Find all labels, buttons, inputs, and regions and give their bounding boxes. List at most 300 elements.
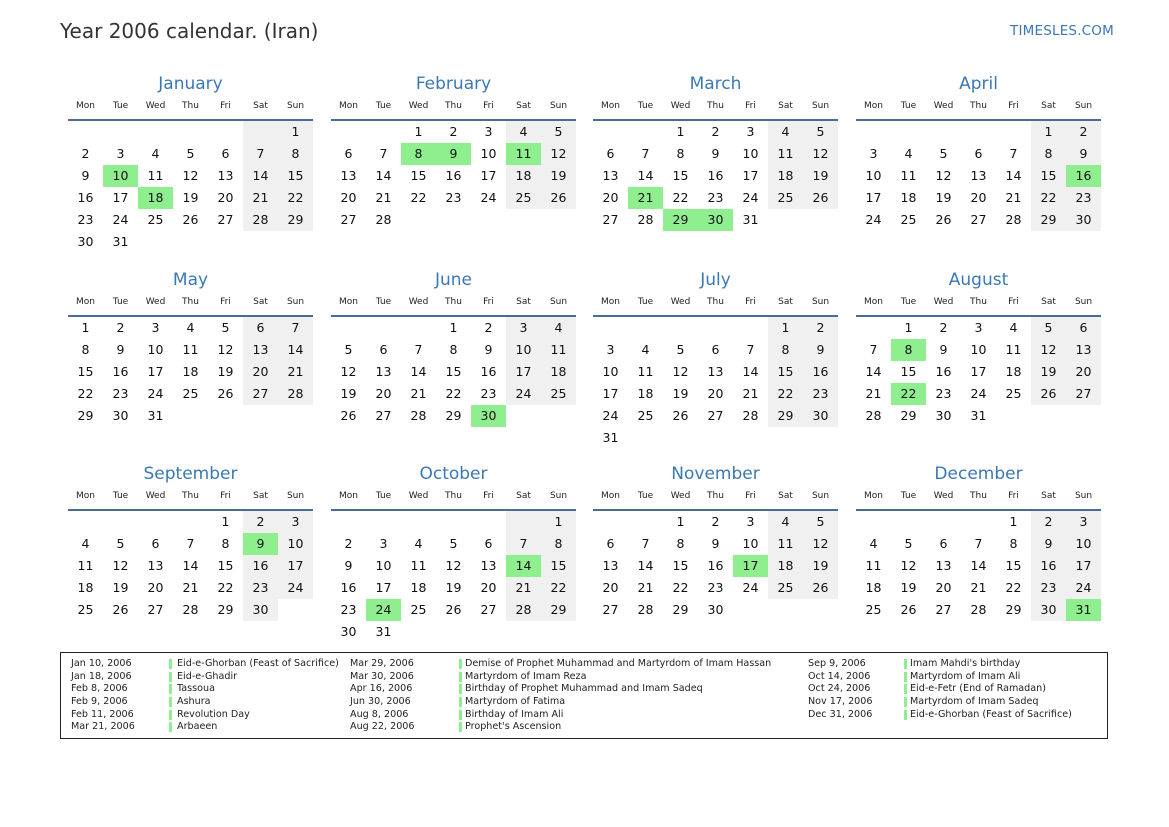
holiday-marker [904,659,907,669]
holiday-date: Apr 16, 2006 [350,683,413,695]
day-empty [733,317,768,339]
week-row [331,187,576,209]
day-cell: 28 [278,383,313,405]
day-cell: 8 [1009,536,1018,551]
day-empty [173,511,208,533]
day-cell: 13 [243,339,278,361]
day-empty [103,121,138,143]
day-cell: 24 [1066,577,1101,599]
weekday-label: Tue [637,491,654,501]
day-cell: 14 [375,168,392,183]
holiday-name: Martyrdom of Fatima [465,696,566,708]
day-cell: 28 [182,602,199,617]
weekday-header [856,99,1101,121]
day-cell: 25 [410,602,427,617]
day-cell: 3 [1066,511,1101,533]
day-cell: 22 [77,386,94,401]
day-cell: 17 [865,190,882,205]
day-cell: 6 [939,536,948,551]
day-cell: 14 [637,168,654,183]
day-cell: 4 [414,536,423,551]
day-cell: 7 [243,143,278,165]
week-row [331,621,576,643]
day-cell: 14 [865,364,882,379]
day-cell: 5 [803,511,838,533]
day-cell: 21 [278,361,313,383]
week-row [593,209,838,231]
weekday-header [856,295,1101,317]
day-empty [593,317,628,339]
weekday-label: Sat [516,491,531,501]
day-cell: 9 [116,342,125,357]
month-december [856,464,1101,621]
day-cell: 30 [803,405,838,427]
holiday-marker [169,659,172,669]
day-cell: 7 [974,536,983,551]
day-empty [173,405,208,427]
day-cell: 10 [602,364,619,379]
month-november [593,464,838,621]
day-cell: 21 [742,386,759,401]
month-name: April [959,74,998,94]
day-empty [926,121,961,143]
day-cell: 21 [182,580,199,595]
day-cell: 19 [803,555,838,577]
week-row [856,187,1101,209]
month-june [331,270,576,427]
holiday-name: Ashura [177,696,211,708]
month-name: March [689,74,742,94]
weekday-label: Sun [286,297,305,307]
holiday-name: Demise of Prophet Muhammad and Martyrdom of Imam Hassan [465,658,772,669]
week-row [68,599,313,621]
day-cell: 11 [182,342,199,357]
day-cell: 12 [803,533,838,555]
day-cell: 17 [480,168,497,183]
week-row [856,511,1101,533]
day-cell: 20 [1066,361,1101,383]
day-cell: 2 [116,320,125,335]
day-cell: 5 [541,121,576,143]
day-empty [471,621,506,643]
day-cell: 8 [768,339,803,361]
weekday-label: Tue [112,101,129,111]
weekday-header [331,99,576,121]
day-cell: 9 [803,339,838,361]
day-cell: 6 [344,146,353,161]
day-cell: 8 [676,146,685,161]
week-row [856,383,1101,405]
day-cell: 24 [742,580,759,595]
month-april [856,74,1101,231]
day-cell: 13 [602,558,619,573]
weekday-label: Thu [445,101,462,111]
day-cell: 12 [217,342,234,357]
day-cell: 18 [865,580,882,595]
day-cell: 9 [81,168,90,183]
day-cell: 7 [746,342,755,357]
day-empty [436,209,471,231]
weekday-label: Fri [745,297,756,307]
day-cell: 25 [506,187,541,209]
holiday-date: Mar 29, 2006 [350,658,414,669]
week-row [331,577,576,599]
holiday-name: Martyrdom of Imam Sadeq [910,696,1039,708]
day-cell: 12 [445,558,462,573]
holiday-date: Jun 30, 2006 [350,696,411,708]
day-cell: 13 [375,364,392,379]
day-cell: 31 [375,624,392,639]
day-cell: 17 [147,364,164,379]
day-cell: 4 [81,536,90,551]
weekday-label: Thu [182,491,199,501]
holiday-name: Martyrdom of Imam Ali [910,670,1021,682]
holiday-date: Mar 30, 2006 [350,670,414,682]
day-cell: 20 [340,190,357,205]
weekday-label: Sat [516,101,531,111]
day-empty [593,121,628,143]
holiday-date: Jan 18, 2006 [71,670,132,682]
day-cell: 22 [672,580,689,595]
day-cell: 23 [707,580,724,595]
day-cell: 18 [1005,364,1022,379]
month-name: September [143,464,238,484]
day-empty [506,209,541,231]
weekday-label: Wed [145,101,166,111]
holiday-date: Aug 8, 2006 [350,708,409,720]
day-cell: 30 [340,624,357,639]
day-cell: 21 [1005,190,1022,205]
weekday-label: Fri [745,101,756,111]
weekday-label: Sat [1041,491,1056,501]
day-cell: 1 [676,514,685,529]
day-cell: 19 [445,580,462,595]
day-cell: 18 [768,555,803,577]
weekday-label: Thu [970,491,987,501]
week-row [593,317,838,339]
day-cell: 13 [602,168,619,183]
day-cell: 7 [641,146,650,161]
day-cell: 31 [742,212,759,227]
day-cell: 24 [112,212,129,227]
day-cell: 8 [676,536,685,551]
day-cell: 30 [1031,599,1066,621]
day-cell: 12 [1031,339,1066,361]
week-row [68,511,313,533]
holiday-marker [904,684,907,694]
day-cell: 4 [904,146,913,161]
day-empty [138,231,173,253]
day-cell: 4 [768,121,803,143]
week-row [331,361,576,383]
day-cell: 15 [900,364,917,379]
day-cell: 7 [1009,146,1018,161]
day-cell: 9 [711,146,720,161]
day-cell: 18 [410,580,427,595]
day-cell: 23 [803,383,838,405]
day-cell: 8 [278,143,313,165]
holiday-date: Nov 17, 2006 [808,696,873,708]
holiday-day-cell: 16 [1066,165,1101,187]
day-cell: 29 [672,602,689,617]
weekday-label: Mon [339,297,358,307]
day-cell: 25 [900,212,917,227]
day-cell: 3 [606,342,615,357]
day-cell: 19 [1031,361,1066,383]
day-cell: 13 [217,168,234,183]
day-cell: 22 [445,386,462,401]
holiday-marker [169,684,172,694]
day-cell: 26 [182,212,199,227]
day-cell: 13 [935,558,952,573]
day-cell: 29 [1031,209,1066,231]
week-row [593,143,838,165]
weekday-label: Sun [811,101,830,111]
day-cell: 26 [1031,383,1066,405]
day-cell: 18 [637,386,654,401]
month-january [68,74,313,253]
day-cell: 1 [904,320,913,335]
weekday-header [331,295,576,317]
day-cell: 24 [278,577,313,599]
day-empty [103,511,138,533]
day-cell: 22 [278,187,313,209]
day-cell: 2 [803,317,838,339]
day-cell: 28 [1005,212,1022,227]
day-empty [278,599,313,621]
day-empty [68,121,103,143]
day-empty [628,511,663,533]
day-empty [961,511,996,533]
weekday-header [68,489,313,511]
week-row [593,577,838,599]
day-cell: 22 [1031,187,1066,209]
day-empty [593,511,628,533]
day-cell: 11 [768,143,803,165]
day-cell: 2 [1031,511,1066,533]
day-cell: 21 [865,386,882,401]
day-cell: 26 [541,187,576,209]
weekday-label: Sat [253,297,268,307]
week-row [593,339,838,361]
day-cell: 20 [602,190,619,205]
day-cell: 31 [112,234,129,249]
week-row [856,121,1101,143]
day-cell: 24 [865,212,882,227]
day-cell: 2 [484,320,493,335]
week-row [856,143,1101,165]
weekday-label: Wed [670,101,691,111]
day-cell: 21 [506,577,541,599]
month-name: July [700,270,731,290]
day-cell: 7 [278,317,313,339]
day-cell: 19 [803,165,838,187]
day-cell: 11 [900,168,917,183]
day-cell: 20 [480,580,497,595]
day-cell: 4 [641,342,650,357]
day-cell: 19 [672,386,689,401]
weekday-label: Tue [375,491,392,501]
day-cell: 5 [676,342,685,357]
week-row [68,533,313,555]
weekday-label: Thu [970,101,987,111]
day-cell: 12 [182,168,199,183]
day-cell: 22 [1005,580,1022,595]
day-cell: 15 [217,558,234,573]
holiday-marker [459,659,462,669]
day-empty [663,317,698,339]
day-cell: 4 [1009,320,1018,335]
day-empty [996,405,1031,427]
weekday-label: Mon [864,297,883,307]
day-cell: 1 [278,121,313,143]
weekday-label: Fri [220,491,231,501]
day-cell: 16 [935,364,952,379]
day-cell: 23 [707,190,724,205]
day-cell: 6 [606,536,615,551]
holiday-date: Oct 24, 2006 [808,683,871,695]
weekday-header [593,489,838,511]
day-cell: 16 [243,555,278,577]
day-cell: 28 [243,209,278,231]
day-cell: 27 [243,383,278,405]
week-row [331,555,576,577]
day-cell: 7 [641,536,650,551]
day-cell: 23 [935,386,952,401]
day-cell: 23 [340,602,357,617]
holiday-day-cell: 17 [733,555,768,577]
weekday-label: Tue [900,101,917,111]
weekday-label: Thu [970,297,987,307]
day-cell: 17 [506,361,541,383]
day-empty [173,121,208,143]
day-cell: 14 [278,339,313,361]
day-cell: 7 [414,342,423,357]
weekday-label: Fri [1008,101,1019,111]
day-empty [961,121,996,143]
day-cell: 16 [803,361,838,383]
day-cell: 5 [116,536,125,551]
day-cell: 28 [506,599,541,621]
week-row [331,599,576,621]
weekday-label: Sun [549,491,568,501]
day-empty [733,599,768,621]
week-row [331,317,576,339]
day-cell: 4 [506,121,541,143]
day-cell: 6 [1066,317,1101,339]
weekday-label: Fri [220,297,231,307]
day-cell: 27 [935,602,952,617]
weekday-label: Wed [933,297,954,307]
holiday-marker [169,697,172,707]
day-empty [891,511,926,533]
weekday-label: Sun [286,101,305,111]
day-cell: 12 [900,558,917,573]
day-cell: 6 [243,317,278,339]
day-cell: 17 [1066,555,1101,577]
day-cell: 1 [768,317,803,339]
day-cell: 26 [900,602,917,617]
day-cell: 17 [970,364,987,379]
day-cell: 10 [742,146,759,161]
day-cell: 9 [344,558,353,573]
day-cell: 25 [182,386,199,401]
day-cell: 16 [707,558,724,573]
holiday-day-cell: 9 [243,533,278,555]
holiday-marker [459,710,462,720]
holiday-marker [459,722,462,732]
week-row [856,599,1101,621]
day-empty [208,231,243,253]
week-row [331,209,576,231]
day-cell: 8 [81,342,90,357]
day-empty [1031,405,1066,427]
month-february [331,74,576,231]
day-empty [138,121,173,143]
day-cell: 2 [711,124,720,139]
day-cell: 18 [900,190,917,205]
day-cell: 4 [541,317,576,339]
weekday-label: Sun [811,491,830,501]
day-empty [366,317,401,339]
day-empty [803,427,838,449]
weekday-label: Wed [408,101,429,111]
weekday-label: Tue [375,297,392,307]
weekday-label: Wed [408,297,429,307]
day-cell: 4 [151,146,160,161]
weekday-label: Tue [900,297,917,307]
weekday-label: Sun [549,297,568,307]
day-cell: 18 [77,580,94,595]
day-cell: 17 [602,386,619,401]
day-cell: 31 [147,408,164,423]
month-name: November [671,464,760,484]
holiday-day-cell: 11 [506,143,541,165]
day-cell: 30 [77,234,94,249]
holiday-marker [169,722,172,732]
week-row [593,427,838,449]
day-cell: 13 [147,558,164,573]
day-cell: 22 [768,383,803,405]
day-cell: 23 [480,386,497,401]
day-cell: 13 [707,364,724,379]
week-row [331,339,576,361]
holiday-name: Martyrdom of Imam Reza [465,670,587,682]
day-empty [243,405,278,427]
weekday-label: Mon [864,101,883,111]
week-row [68,577,313,599]
day-cell: 25 [1005,386,1022,401]
day-cell: 5 [344,342,353,357]
day-empty [208,405,243,427]
day-cell: 26 [672,408,689,423]
day-cell: 20 [243,361,278,383]
holiday-date: Mar 21, 2006 [71,721,135,733]
day-cell: 15 [278,165,313,187]
holiday-name: Birthday of Prophet Muhammad and Imam Sadeq [465,683,703,695]
day-empty [243,231,278,253]
day-cell: 29 [445,408,462,423]
day-cell: 19 [112,580,129,595]
month-march [593,74,838,231]
week-row [593,555,838,577]
week-row [856,317,1101,339]
site-link[interactable]: TIMESLES.COM [1010,23,1114,39]
weekday-label: Sat [778,491,793,501]
day-cell: 3 [746,514,755,529]
week-row [593,533,838,555]
weekday-header [593,295,838,317]
